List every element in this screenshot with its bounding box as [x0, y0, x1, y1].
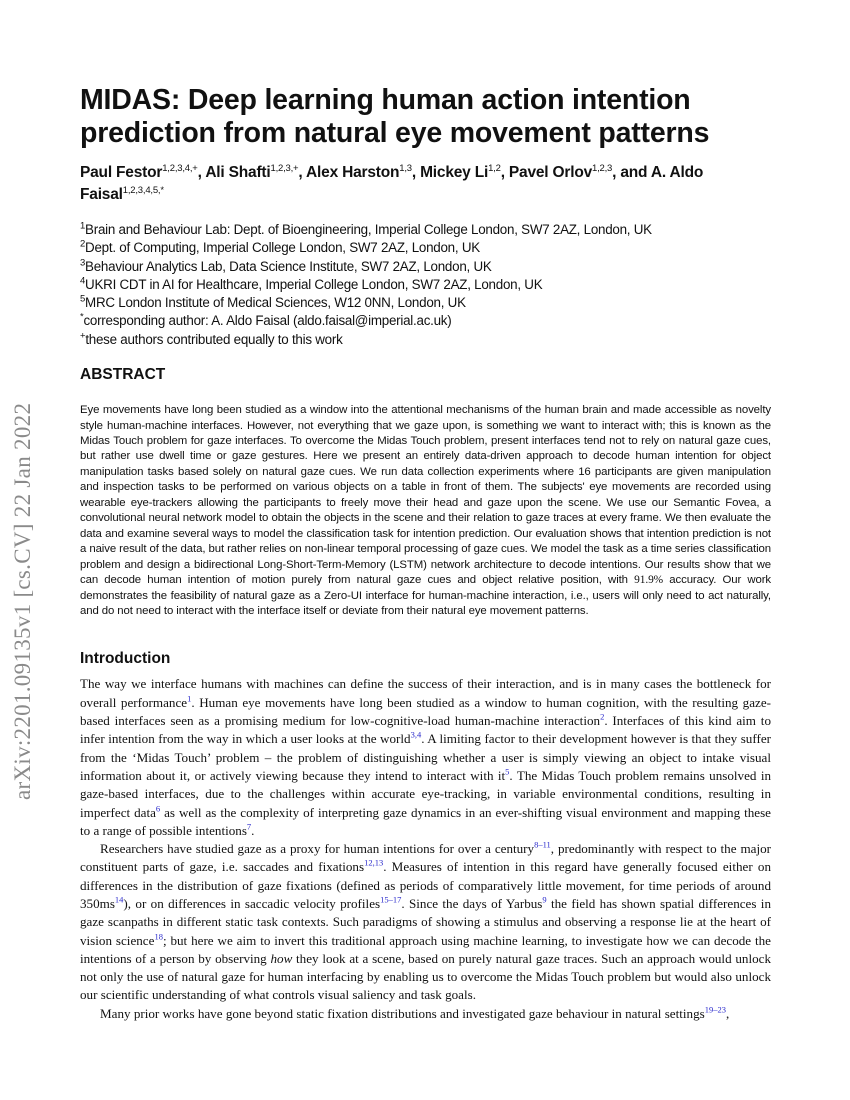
citation-link[interactable]: 15–17 [380, 894, 402, 905]
affiliation-text: corresponding author: A. Aldo Faisal (aldo.faisal@imperial.ac.uk) [83, 313, 452, 329]
citation-link[interactable]: 19–23 [704, 1004, 726, 1015]
author-name: Mickey Li [420, 164, 489, 181]
body-text: . The Midas Touch problem remains unsolved in gaze-based interfaces, due to the challenges within accurate eye-tracking, in variable environmental conditions, resulting in imperfect data [80, 767, 772, 820]
author-list [80, 162, 780, 206]
citation-link[interactable]: 5 [505, 766, 510, 777]
affiliation-mark: 5 [80, 293, 86, 305]
affiliation-text: UKRI CDT in AI for Healthcare, Imperial College London, SW7 2AZ, London, UK [85, 276, 543, 292]
affiliation-mark: * [80, 312, 84, 324]
affiliation-item [80, 239, 771, 257]
affiliation-mark: 1 [80, 220, 86, 232]
author-separator: , and [612, 164, 651, 181]
body-text: the field has shown spatial differences in gaze scanpaths in different static task contexts. Such paradigms of showing a stimulus and observing a response lie at the heart of vision science [80, 895, 771, 948]
citation-link[interactable]: 1 [187, 693, 192, 704]
citation-link[interactable]: 18 [154, 931, 163, 942]
author-affiliation-marks: 1,2,3,4,+ [162, 162, 198, 174]
author-affiliation-marks: 1,2,3 [592, 162, 613, 174]
abstract-body [80, 403, 771, 619]
affiliation-item [80, 331, 771, 349]
affiliation-mark: 2 [80, 238, 86, 250]
affiliation-mark: 3 [80, 257, 86, 269]
affiliation-item [80, 312, 771, 330]
citation-link[interactable]: 6 [155, 803, 161, 814]
abstract-heading: ABSTRACT [80, 366, 166, 384]
body-text: The way we interface humans with machines can define the success of their interaction, and is in many cases the bottleneck for overall performance [80, 676, 771, 710]
author-affiliation-marks: 1,2,3,+ [270, 162, 299, 174]
author-affiliation-marks: 1,2,3,4,5,* [122, 184, 164, 196]
affiliation-text: Behaviour Analytics Lab, Data Science Institute, SW7 2AZ, London, UK [85, 258, 492, 274]
abstract-text: Eye movements have long been studied as a window into the attentional mechanisms of the human brain and made accessible as novelty style human-machine interfaces. However, not everything that we gaze upon, is something we want to interact with; this is known as the Midas Touch problem for gaze interfaces. To overcome the Midas Touch problem, present interfaces tend not to rely on natural gaze cues, but rather use dwell time or gaze gestures. Here we present an entirely data-driven approach to decode human intention for object manipulation tasks based solely on natural gaze cues. We run data collection experiments where 16 participants are given manipulation and inspection tasks to be performed on various objects on a table in front of them. The subjects' eye movements are recorded using wearable eye-trackers allowing the participants to freely move their head and gaze upon the scene. We use our Semantic Fovea, a convolutional neural network model to obtain the objects in the scene and their relation to gaze traces at every frame. We then evaluate the data and examine several ways to model the classification task for intention prediction. Our evaluation shows that intention prediction is not a naive result of the data, but rather relies on non-linear temporal processing of gaze cues. We model the task as a time series classification problem and design a bidirectional Long-Short-Term-Memory (LSTM) network architecture to decode intentions. Our results show that we can decode human intention of motion purely from natural gaze cues and object relative position, with [80, 404, 771, 587]
author-name: Paul Festor [80, 164, 163, 181]
body-text: ), or on differences in saccadic velocity profiles [123, 895, 381, 911]
body-text: as well as the complexity of interpreting gaze dynamics in an ever-shifting visual environment and mapping these to a range of possible intentions [80, 804, 771, 838]
citation-link[interactable]: 9 [542, 894, 547, 905]
author-separator: , [411, 164, 421, 181]
citation-link[interactable]: 8–11 [534, 839, 551, 850]
affiliation-text: these authors contributed equally to this work [85, 331, 343, 347]
body-text: . Measures of intention in this regard have generally focused either on differences in the distribution of gaze fixations (defined as periods of comparatively little movement, for time periods of around 350ms [80, 859, 771, 911]
body-text: . Human eye movements have long been studied as a window to human cognition, with the resulting gaze-based interfaces seen as a promising medium for low-cognitive-load human-machine interaction [80, 694, 771, 729]
introduction-body [80, 675, 771, 1023]
paper-column [80, 84, 771, 1023]
body-text: ; but here we aim to invert this traditional approach using machine learning, to investigate how we can decode the intentions of a person by observing [80, 932, 771, 966]
affiliation-item [80, 221, 771, 239]
affiliation-text: MRC London Institute of Medical Sciences, W12 0NN, London, UK [85, 295, 466, 311]
body-text: . [251, 822, 255, 838]
intro-paragraph [80, 1005, 771, 1023]
accuracy-value: 91.9% [634, 574, 664, 587]
paper-title: MIDAS: Deep learning human action intention prediction from natural eye movement patterns [80, 84, 710, 149]
body-text: Many prior works have gone beyond static fixation distributions and investigated gaze behaviour in natural settings [100, 1005, 705, 1021]
affiliation-item [80, 258, 771, 276]
author-affiliation-marks: 1,3 [399, 162, 412, 174]
body-text: , predominantly with respect to the major constituent parts of gaze, i.e. saccades and fixations [80, 841, 771, 875]
introduction-heading: Introduction [80, 650, 171, 668]
citation-link[interactable]: 14 [114, 894, 124, 905]
author-affiliation-marks: 1,2 [488, 162, 501, 174]
body-text: . A limiting factor to their development however is that they suffer from the ‘Midas Touch’ problem – the problem of distinguishing whether a user is simply viewing an object to intake visual information about it, or actively viewing because they intend to interact with it [80, 731, 771, 783]
body-text: . Since the days of Yarbus [401, 895, 543, 911]
emphasis-text: how [270, 950, 293, 966]
affiliation-item [80, 294, 771, 312]
author-name: Ali Shafti [205, 164, 271, 181]
affiliation-item [80, 276, 771, 294]
author-separator: , [298, 164, 307, 181]
affiliation-mark: 4 [80, 275, 86, 287]
affiliation-text: Brain and Behaviour Lab: Dept. of Bioengineering, Imperial College London, SW7 2AZ, London, UK [85, 222, 652, 237]
abstract-text: accuracy. Our work demonstrates the feasibility of natural gaze as a Zero-UI interface for human-machine interaction, i.e., users will only need to act naturally, and do not need to interact with the interface itself or deviate from their natural eye movement patterns. [80, 574, 771, 617]
affiliation-text: Dept. of Computing, Imperial College London, SW7 2AZ, London, UK [85, 240, 480, 256]
affiliation-list [80, 221, 771, 349]
arxiv-stamp: arXiv:2201.09135v1 [cs.CV] 22 Jan 2022 [10, 402, 35, 800]
body-text: . Interfaces of this kind aim to infer intention from the way in which a user looks at the world [80, 713, 771, 747]
citation-link[interactable]: 7 [246, 821, 252, 832]
intro-paragraph [80, 675, 771, 840]
author-separator: , [500, 164, 509, 181]
author-name: Pavel Orlov [508, 164, 593, 181]
author-name: A. Aldo Faisal [80, 164, 704, 203]
author-name: Alex Harston [306, 164, 400, 181]
intro-paragraph [80, 840, 771, 1005]
body-text: Researchers have studied gaze as a proxy for human intentions for over a century [100, 841, 535, 857]
affiliation-mark: + [80, 330, 86, 342]
author-separator: , [197, 164, 206, 181]
citation-link[interactable]: 2 [600, 711, 605, 722]
citation-link[interactable]: 12,13 [364, 858, 384, 869]
body-text: they look at a scene, based on purely natural gaze traces. Such an approach would unlock not only the use of natural gaze for human interfacing by enabling us to overcome the Midas Touch problem but would also unlock our scientific understanding of what controls visual saliency and task goals. [80, 950, 771, 1003]
body-text: , [725, 1005, 730, 1021]
citation-link[interactable]: 3,4 [410, 729, 422, 740]
